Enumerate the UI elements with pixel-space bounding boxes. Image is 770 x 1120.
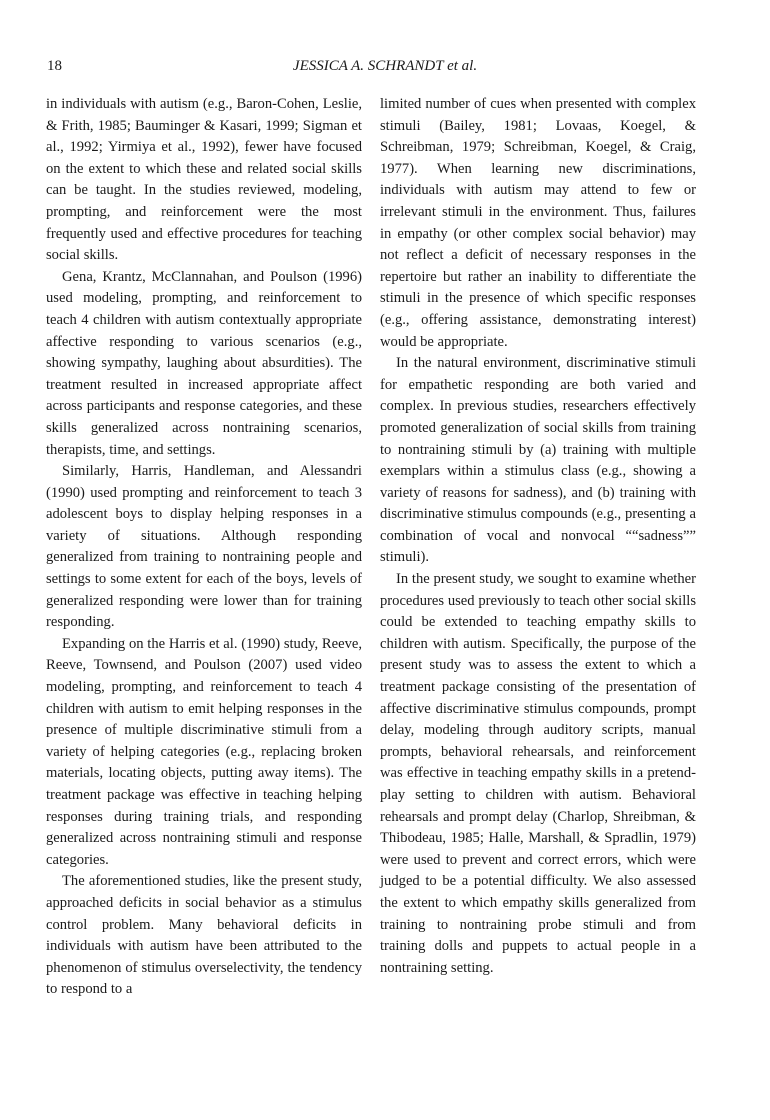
- running-head: JESSICA A. SCHRANDT et al.: [292, 58, 478, 74]
- paragraph: The aforementioned studies, like the present study, approached deficits in social behavior as a stimulus control problem. Many behavioral deficits in individuals with autism have been attributed to the phenomenon of stimulus overselectivity, the tendency to respond to a: [46, 873, 362, 998]
- right-column: [380, 94, 696, 979]
- paragraph: Similarly, Harris, Handleman, and Alessandri (1990) used prompting and reinforcement to teach 3 adolescent boys to display helping responses in a variety of situations. Although responding generalized from training to nontraining people and settings to some extent for each of the boys, levels of generalized responding were lower than for training responding.: [46, 463, 362, 631]
- paragraph: In the present study, we sought to examine whether procedures used previously to teach other social skills could be extended to teaching empathy skills to children with autism. Specifically, the purpose of the present study was to assess the extent to which a treatment package consisting of the presentation of affective discriminative stimulus compounds, prompt delay, modeling through auditory scripts, manual prompts, behavioral rehearsals, and reinforcement was effective in teaching empathy skills in a pretend-play setting to children with autism. Behavioral rehearsals and prompt delay (Charlop, Shreibman, & Thibodeau, 1985; Halle, Marshall, & Spradlin, 1979) were used to prevent and correct errors, which were judged to be a potential difficulty. We also assessed the extent to which empathy skills generalized from training to nontraining probe stimuli and from training dolls and puppets to actual people in a nontraining setting.: [380, 571, 696, 976]
- page-number: 18: [47, 58, 62, 74]
- paragraph: Gena, Krantz, McClannahan, and Poulson (1996) used modeling, prompting, and reinforcement to teach 4 children with autism contextually appropriate affective responding to various scenarios (e.g., showing sympathy, laughing about absurdities). The treatment resulted in increased appropriate affect across participants and response categories, and these skills generalized across nontraining scenarios, therapists, time, and settings.: [46, 268, 362, 458]
- paragraph: limited number of cues when presented with complex stimuli (Bailey, 1981; Lovaas, Koegel, & Schreibman, 1979; Schreibman, Koegel, & Craig, 1977). When learning new discriminations, individuals with autism may attend to few or irrelevant stimuli in the environment. Thus, failures in empathy (or other complex social behavior) may not reflect a deficit of necessary responses in the repertoire but rather an inability to differentiate the stimuli in the presence of which specific responses (e.g., offering assistance, demonstrating interest) would be appropriate.: [380, 96, 696, 350]
- paragraph: in individuals with autism (e.g., Baron-Cohen, Leslie, & Frith, 1985; Bauminger & Kasari, 1999; Sigman et al., 1992; Yirmiya et al., 1992), fewer have focused on the extent to which these and related social skills can be taught. In the studies reviewed, modeling, prompting, and reinforcement were the most frequently used and effective procedures for teaching social skills.: [46, 96, 362, 264]
- paragraph: Expanding on the Harris et al. (1990) study, Reeve, Reeve, Townsend, and Poulson (2007) used video modeling, prompting, and reinforcement to teach 4 children with autism to emit helping responses in the presence of multiple discriminative stimuli from a variety of helping categories (e.g., replacing broken materials, locating objects, putting away items). The treatment package was effective in teaching helping responses during training trials, and responding generalized across nontraining stimuli and response categories.: [46, 635, 362, 868]
- paragraph: In the natural environment, discriminative stimuli for empathetic responding are both varied and complex. In previous studies, researchers effectively promoted generalization of social skills from training to nontraining stimuli by (a) training with multiple exemplars within a stimulus class (e.g., showing a variety of reasons for sadness), and (b) training with discriminative stimulus compounds (e.g., presenting a combination of vocal and nonvocal ““sadness”” stimuli).: [380, 355, 696, 566]
- left-column: [46, 94, 362, 1001]
